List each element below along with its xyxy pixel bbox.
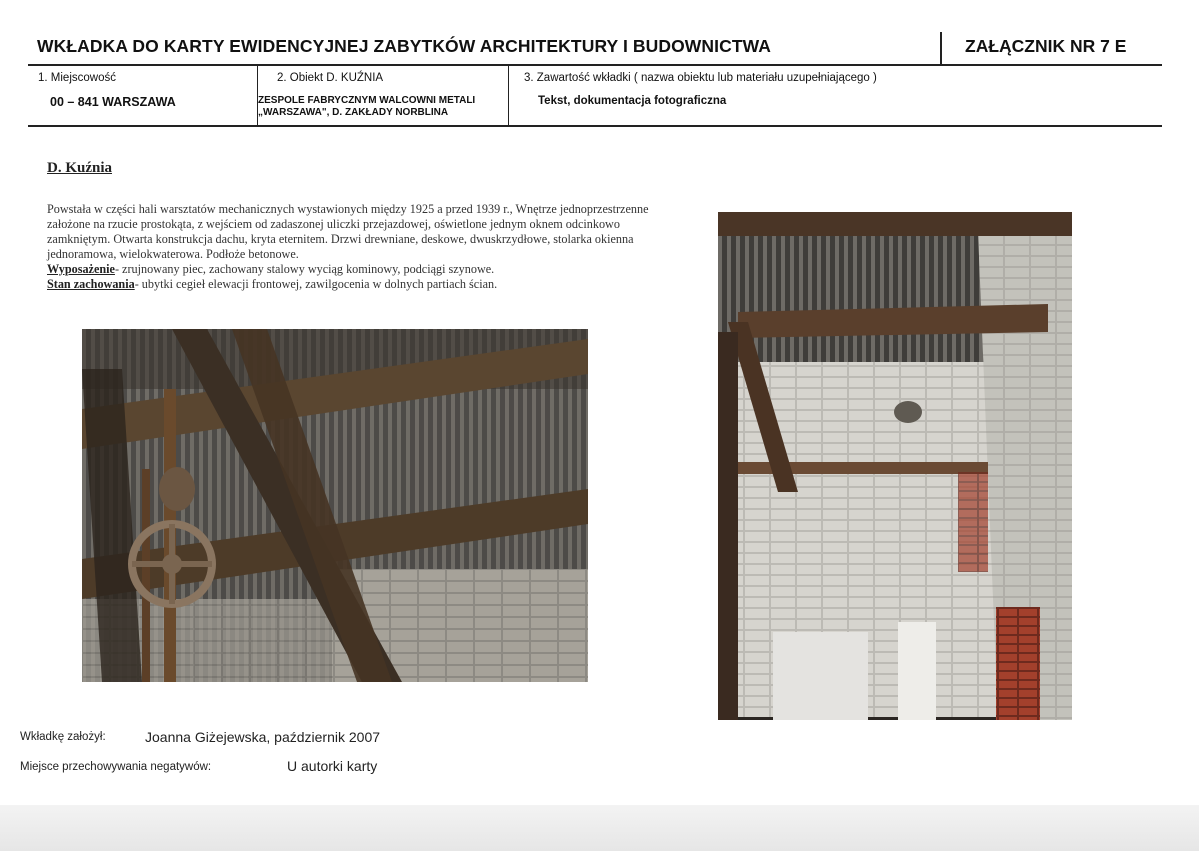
document-title: WKŁADKA DO KARTY EWIDENCYJNEJ ZABYTKÓW ARCHITEKTURY I BUDOWNICTWA bbox=[37, 36, 772, 56]
location-value: 00 – 841 WARSZAWA bbox=[50, 95, 176, 109]
condition-text: - ubytki cegieł elewacji frontowej, zawilgocenia w dolnych partiach ścian. bbox=[134, 277, 498, 291]
location-label: 1. Miejscowość bbox=[38, 72, 116, 84]
hoist-photo-illustration bbox=[82, 329, 588, 682]
forge-photo-illustration bbox=[718, 212, 1072, 720]
header-divider bbox=[940, 32, 942, 64]
object-value: ZESPOLE FABRYCZNYM WALCOWNI METALI „WARSZAWA", D. ZAKŁADY NORBLINA bbox=[258, 95, 476, 118]
photo-hoist-interior bbox=[82, 329, 588, 682]
field-divider-2 bbox=[508, 66, 509, 126]
negatives-value: U autorki karty bbox=[287, 758, 378, 774]
condition-label: Stan zachowania bbox=[47, 277, 135, 291]
annex-number: ZAŁĄCZNIK NR 7 E bbox=[965, 36, 1127, 56]
object-label: 2. Obiekt D. KUŹNIA bbox=[277, 72, 384, 84]
author-label: Wkładkę założył: bbox=[20, 731, 106, 743]
equipment-label: Wyposażenie bbox=[47, 262, 115, 276]
header-rule bbox=[28, 64, 1162, 66]
fields-rule bbox=[28, 125, 1162, 127]
contents-value: Tekst, dokumentacja fotograficzna bbox=[538, 95, 727, 107]
description-paragraph: Powstała w części hali warsztatów mechanicznych wystawionych między 1925 a przed 1939 r., Wnętrze jednoprzestrzenne założone na rzucie prostokąta, z wejściem od zadaszonej uliczki przejazdowej, oświetlone jednym oknem odcinkowo zamkniętym. Otwarta konstrukcja dachu, kryta eternitem. Drzwi drewniane, deskowe, dwuskrzydłowe, stolarka okienna jednoramowa, wielokwaterowa. Podłoże betonowe. bbox=[47, 202, 649, 261]
author-value: Joanna Giżejewska, październik 2007 bbox=[145, 729, 381, 745]
scan-margin bbox=[0, 805, 1199, 851]
equipment-text: - zrujnowany piec, zachowany stalowy wyciąg kominowy, podciągi szynowe. bbox=[114, 262, 495, 276]
section-title: D. Kuźnia bbox=[47, 160, 113, 176]
description-text bbox=[47, 202, 682, 292]
photo-forge-walls bbox=[718, 212, 1072, 720]
contents-label: 3. Zawartość wkładki ( nazwa obiektu lub materiału uzupełniającego ) bbox=[524, 72, 877, 84]
negatives-label: Miejsce przechowywania negatywów: bbox=[20, 761, 212, 773]
